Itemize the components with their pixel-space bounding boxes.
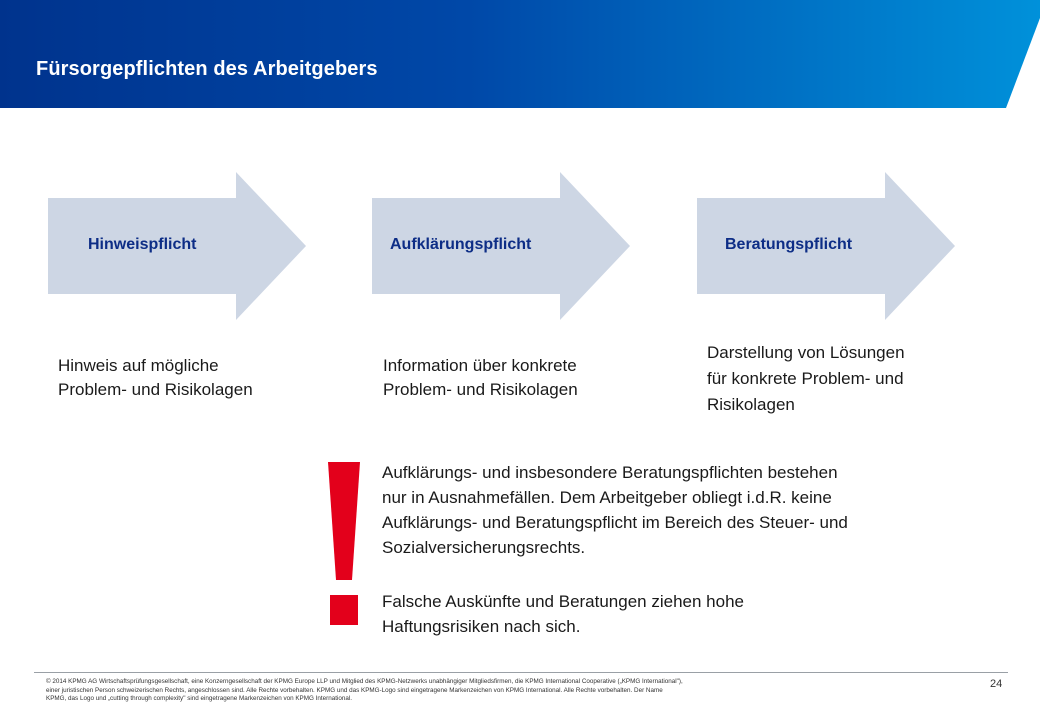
footer-copyright: © 2014 KPMG AG Wirtschaftsprüfungsgesellschaft, eine Konzerngesellschaft der KPMG Europe LLP und Mitglied des KPMG-Netzwerks unabhängiger Mitgliedsfirmen, die KPMG International Cooperative („KPMG International"), einer juristischen Person schweizerischen Rechts, angeschlossen sind. Alle Rechte vorbehalten. KPMG und das KPMG-Logo sind eingetragene Markenzeichen von KPMG International. Alle Rechte vorbehalten. Der Name KPMG, das Logo und „cutting through complexity" sind eingetragene Markenzeichen von KPMG International. — [46, 678, 683, 702]
footer-divider — [34, 672, 1008, 673]
header-banner — [0, 0, 1040, 108]
exclamation-icon — [322, 462, 362, 627]
page-title: Fürsorgepflichten des Arbeitgebers — [36, 58, 378, 80]
arrow-label-beratungspflicht: Beratungspflicht — [725, 236, 853, 253]
arrow-beratungspflicht — [697, 172, 987, 320]
notice-paragraph-2: Falsche Auskünfte und Beratungen ziehen hohe Haftungsrisiken nach sich. — [382, 592, 744, 636]
notice-paragraph-1: Aufklärungs- und insbesondere Beratungspflichten bestehen nur in Ausnahmefällen. Dem Arbeitgeber obliegt i.d.R. keine Aufklärungs- und Beratungspflicht im Bereich des Steuer- und Sozialversicherungsrechts. — [382, 463, 848, 557]
page-number: 24 — [990, 678, 1003, 690]
description-beratungspflicht: Darstellung von Lösungen für konkrete Problem- und Risikolagen — [707, 343, 905, 414]
arrow-aufklaerungspflicht — [372, 172, 662, 320]
header-background — [0, 0, 1040, 108]
arrow-hinweispflicht — [48, 172, 338, 320]
arrow-label-aufklaerungspflicht: Aufklärungspflicht — [390, 236, 532, 253]
arrow-label-hinweispflicht: Hinweispflicht — [88, 236, 197, 253]
description-aufklaerungspflicht: Information über konkrete Problem- und Risikolagen — [383, 356, 578, 399]
description-hinweispflicht: Hinweis auf mögliche Problem- und Risikolagen — [58, 356, 253, 399]
